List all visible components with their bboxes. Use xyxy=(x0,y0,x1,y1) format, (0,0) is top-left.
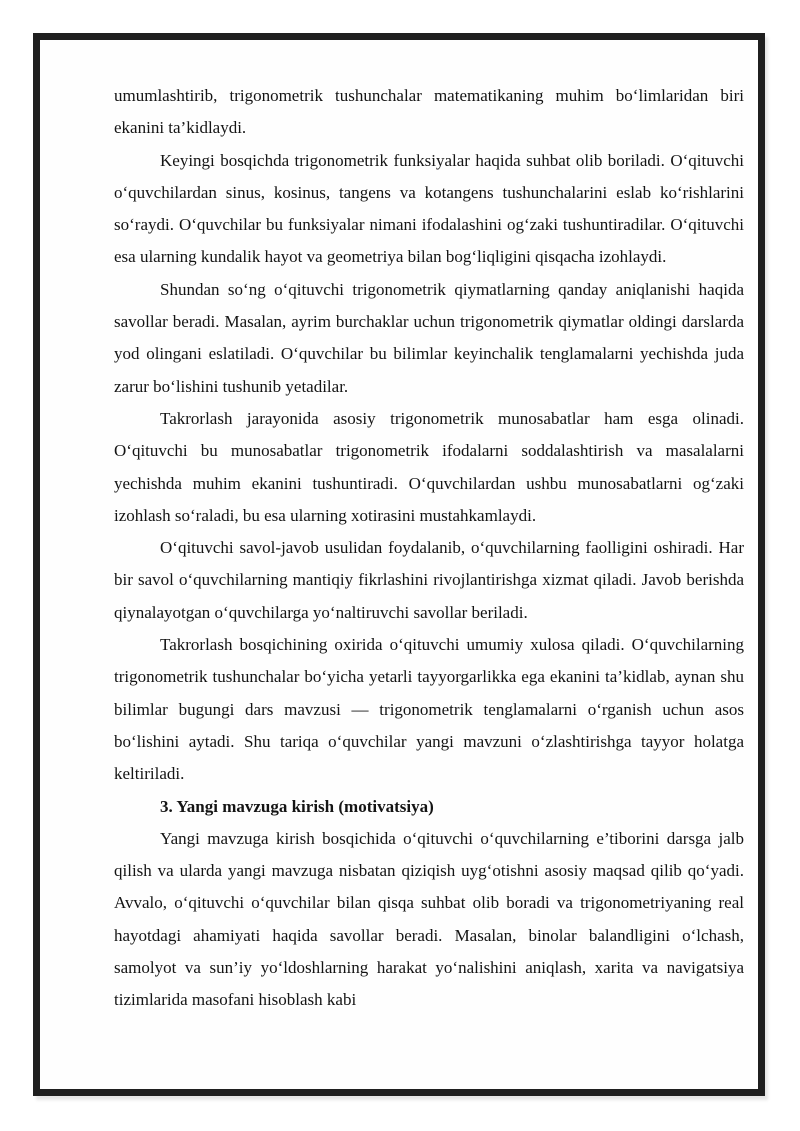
page-text-block xyxy=(114,80,744,1017)
section-heading: 3. Yangi mavzuga kirish (motivatsiya) xyxy=(160,796,434,816)
paragraph: umumlashtirib, trigonometrik tushunchalar matematikaning muhim bo‘limlaridan biri ekanini ta’kidlaydi. xyxy=(114,86,744,138)
paragraph: Keyingi bosqichda trigonometrik funksiyalar haqida suhbat olib boriladi. O‘qituvchi o‘quvchilardan sinus, kosinus, tangens va kotangens tushunchalarini eslab ko‘rishlarini so‘raydi. O‘quvchilar bu funksiyalar nimani ifodalashini og‘zaki tushuntiradilar. O‘qituvchi esa ularning kundalik hayot va geometriya bilan bog‘liqligini qisqacha izohlaydi. xyxy=(114,150,744,267)
paragraph: Takrorlash jarayonida asosiy trigonometrik munosabatlar ham esga olinadi. O‘qituvchi bu munosabatlar trigonometrik ifodalarni soddalashtirish va masalalarni yechishda muhim ekanini tushuntiradi. O‘quvchilardan ushbu munosabatlarni og‘zaki izohlash so‘raladi, bu esa ularning xotirasini mustahkamlaydi. xyxy=(114,408,744,525)
paragraph: Shundan so‘ng o‘qituvchi trigonometrik qiymatlarning qanday aniqlanishi haqida savollar beradi. Masalan, ayrim burchaklar uchun trigonometrik qiymatlar oldingi darslarda yod olingani eslatiladi. O‘quvchilar bu bilimlar keyinchalik tenglamalarni yechishda juda zarur bo‘lishini tushunib yetadilar. xyxy=(114,279,744,396)
page-border-frame xyxy=(33,33,765,1096)
paragraph: O‘qituvchi savol-javob usulidan foydalanib, o‘quvchilarning faolligini oshiradi. Har bir savol o‘quvchilarning mantiqiy fikrlashini rivojlantirishga xizmat qiladi. Javob berishda qiynalayotgan o‘quvchilarga yo‘naltiruvchi savollar beriladi. xyxy=(114,538,744,622)
paragraph: Takrorlash bosqichining oxirida o‘qituvchi umumiy xulosa qiladi. O‘quvchilarning trigonometrik tushunchalar bo‘yicha yetarli tayyorgarlikka ega ekanini ta’kidlab, aynan shu bilimlar bugungi dars mavzusi — trigonometrik tenglamalarni o‘rganish uchun asos bo‘lishini aytadi. Shu tariqa o‘quvchilar yangi mavzuni o‘zlashtirishga tayyor holatga keltiriladi. xyxy=(114,635,744,784)
paragraph: Yangi mavzuga kirish bosqichida o‘qituvchi o‘quvchilarning e’tiborini darsga jalb qilish va ularda yangi mavzuga nisbatan qiziqish uyg‘otishni asosiy maqsad qilib qo‘yadi. Avvalo, o‘qituvchi o‘quvchilar bilan qisqa suhbat olib boradi va trigonometriyaning real hayotdagi ahamiyati haqida savollar beradi. Masalan, binolar balandligini o‘lchash, samolyot va sun’iy yo‘ldoshlarning harakat yo‘nalishini aniqlash, xarita va navigatsiya tizimlarida masofani hisoblash kabi xyxy=(114,828,744,1010)
